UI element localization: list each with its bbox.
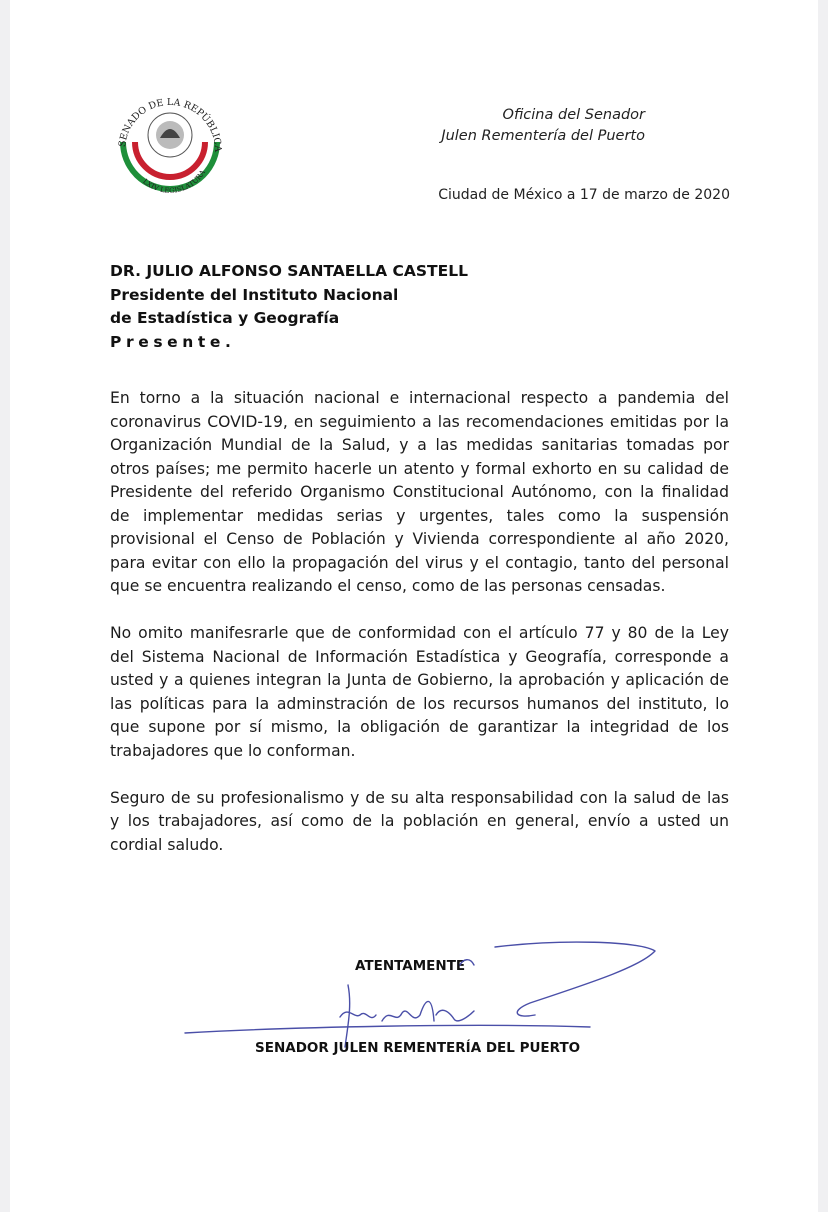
office-line-1: Oficina del Senador [502,107,645,123]
letter-page [10,0,818,1212]
senate-seal-logo [105,80,235,205]
paragraph-2: No omito manifesrarle que de conformidad con el artículo 77 y 80 de la Ley del Sistema Nacional de Información Estadística y Geografía, corresponde a usted y a quienes integran la Junta de Gobierno, la aprobación y aplicación de las políticas para la adminstración de los recursos humanos del instituto, lo que supone por sí mismo, la obligación de garantizar la integridad de los trabajadores que lo conforman. [110,624,729,760]
letter-date: Ciudad de México a 17 de marzo de 2020 [438,187,730,203]
paragraph-3: Seguro de su profesionalismo y de su alta responsabilidad con la salud de las y los trabajadores, así como de la población en general, envío a usted un cordial saludo. [110,788,729,854]
office-line-2: Julen Rementería del Puerto [441,128,645,144]
paragraph-1: En torno a la situación nacional e internacional respecto a pandemia del coronavirus COVID-19, en seguimiento a las recomendaciones emitidas por la Organización Mundial de la Salud, y a las medidas sanitarias tomadas por otros países; me permito hacerle un atento y formal exhorto en su calidad de Presidente del referido Organismo Constitucional Autónomo, con la finalidad de implementar medidas serias y urgentes, tales como la suspensión provisional el Censo de Población y Vivienda correspondiente al año 2020, para evitar con ello la propagación del virus y el contagio, tanto del personal que se encuentra realizando el censo, como de las personas censadas. [110,389,729,595]
signer-name: SENADOR JULEN REMENTERÍA DEL PUERTO [255,1040,581,1056]
office-header [430,105,645,147]
letter-body [110,387,729,881]
handwritten-signature [170,935,670,1050]
addressee-block [110,260,630,354]
seal-top-text: SENADO DE LA REPÚBLICA [117,96,224,153]
salutation: Presente. [110,332,236,351]
addressee-title-1: Presidente del Instituto Nacional [110,285,399,304]
valediction: ATENTAMENTE [355,958,466,974]
addressee-title-2: de Estadística y Geografía [110,309,340,327]
seal-bottom-text: LXIV LEGISLATURA [141,168,207,195]
addressee-name: DR. JULIO ALFONSO SANTAELLA CASTELL [110,262,468,280]
